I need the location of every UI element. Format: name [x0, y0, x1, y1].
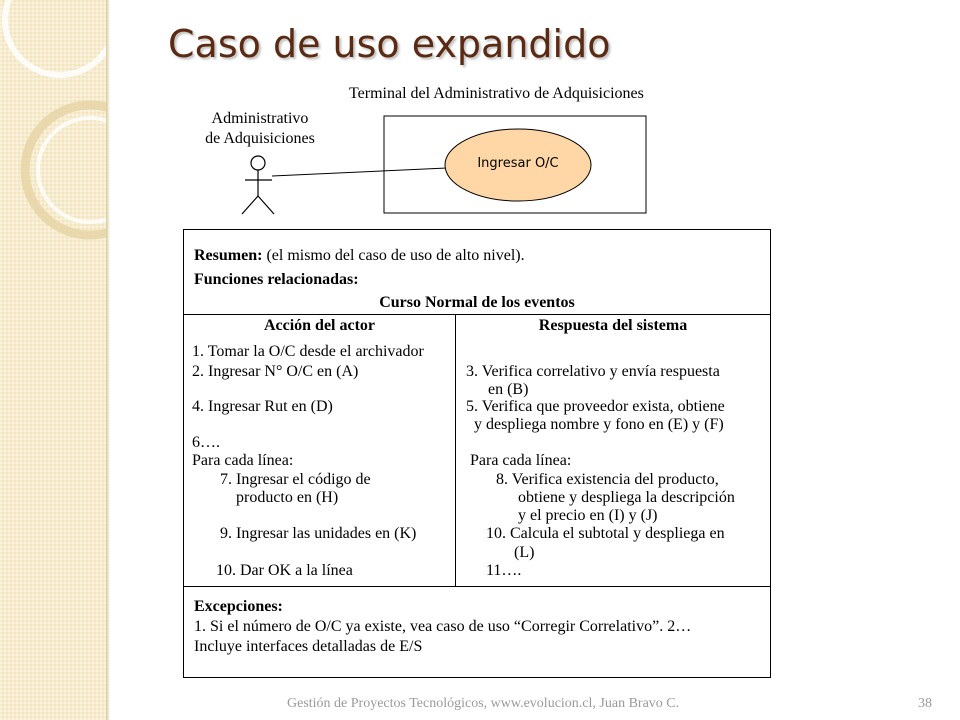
system-line: en (B)	[488, 381, 529, 398]
funciones-label: Funciones relacionadas:	[194, 271, 359, 288]
actor-label-line2: de Adquisiciones	[205, 130, 315, 147]
actor-line: 6….	[192, 434, 220, 451]
actor-line: 2. Ingresar N° O/C en (A)	[192, 363, 359, 380]
slide-title: Caso de uso expandido	[168, 22, 611, 66]
actor-line: 9. Ingresar las unidades en (K)	[220, 525, 417, 542]
use-case-table	[183, 229, 771, 678]
actor-line: 7. Ingresar el código de	[220, 471, 371, 488]
actor-line: producto en (H)	[236, 489, 339, 506]
page-number: 38	[918, 696, 932, 711]
actor-line: Para cada línea:	[192, 452, 294, 469]
divider-bottom	[184, 586, 770, 587]
system-header: Respuesta del sistema	[538, 317, 688, 334]
actor-line: 4. Ingresar Rut en (D)	[192, 398, 333, 415]
slide-footer: Gestión de Proyectos Tecnológicos, www.evolucion.cl, Juan Bravo C.	[287, 696, 680, 711]
resumen-label: Resumen:	[194, 247, 263, 264]
resumen-row	[194, 246, 525, 266]
actor-figure-icon	[242, 156, 274, 214]
system-line: Para cada línea:	[470, 452, 572, 469]
excepciones-line: 1. Si el número de O/C ya existe, vea caso de uso “Corregir Correlativo”. 2…	[194, 618, 692, 635]
system-line: obtiene y despliega la descripción	[518, 489, 735, 506]
terminal-title: Terminal del Administrativo de Adquisiciones	[349, 85, 644, 102]
system-line: 5. Verifica que proveedor exista, obtiene	[466, 398, 725, 415]
system-line: 8. Verifica existencia del producto,	[496, 471, 719, 488]
actor-header: Acción del actor	[263, 317, 376, 334]
divider-top	[184, 314, 770, 315]
resumen-text: (el mismo del caso de uso de alto nivel).	[262, 247, 525, 264]
use-case-label: Ingresar O/C	[477, 156, 559, 171]
excepciones-line: Incluye interfaces detalladas de E/S	[194, 638, 423, 655]
actor-line: 10. Dar OK a la línea	[216, 562, 353, 579]
system-line: y despliega nombre y fono en (E) y (F)	[474, 416, 724, 433]
system-line: 10. Calcula el subtotal y despliega en	[486, 525, 725, 542]
excepciones-label: Excepciones:	[194, 598, 283, 615]
use-case-diagram	[0, 0, 960, 230]
system-line: (L)	[514, 544, 535, 561]
actor-label-line1: Administrativo	[211, 110, 309, 127]
system-line: y el precio en (I) y (J)	[518, 507, 658, 524]
actor-line: 1. Tomar la O/C desde el archivador	[192, 343, 424, 360]
curso-normal-header: Curso Normal de los eventos	[379, 294, 575, 311]
system-line: 3. Verifica correlativo y envía respuesta	[466, 363, 720, 380]
column-divider	[455, 314, 456, 586]
system-line: 11….	[486, 562, 522, 579]
